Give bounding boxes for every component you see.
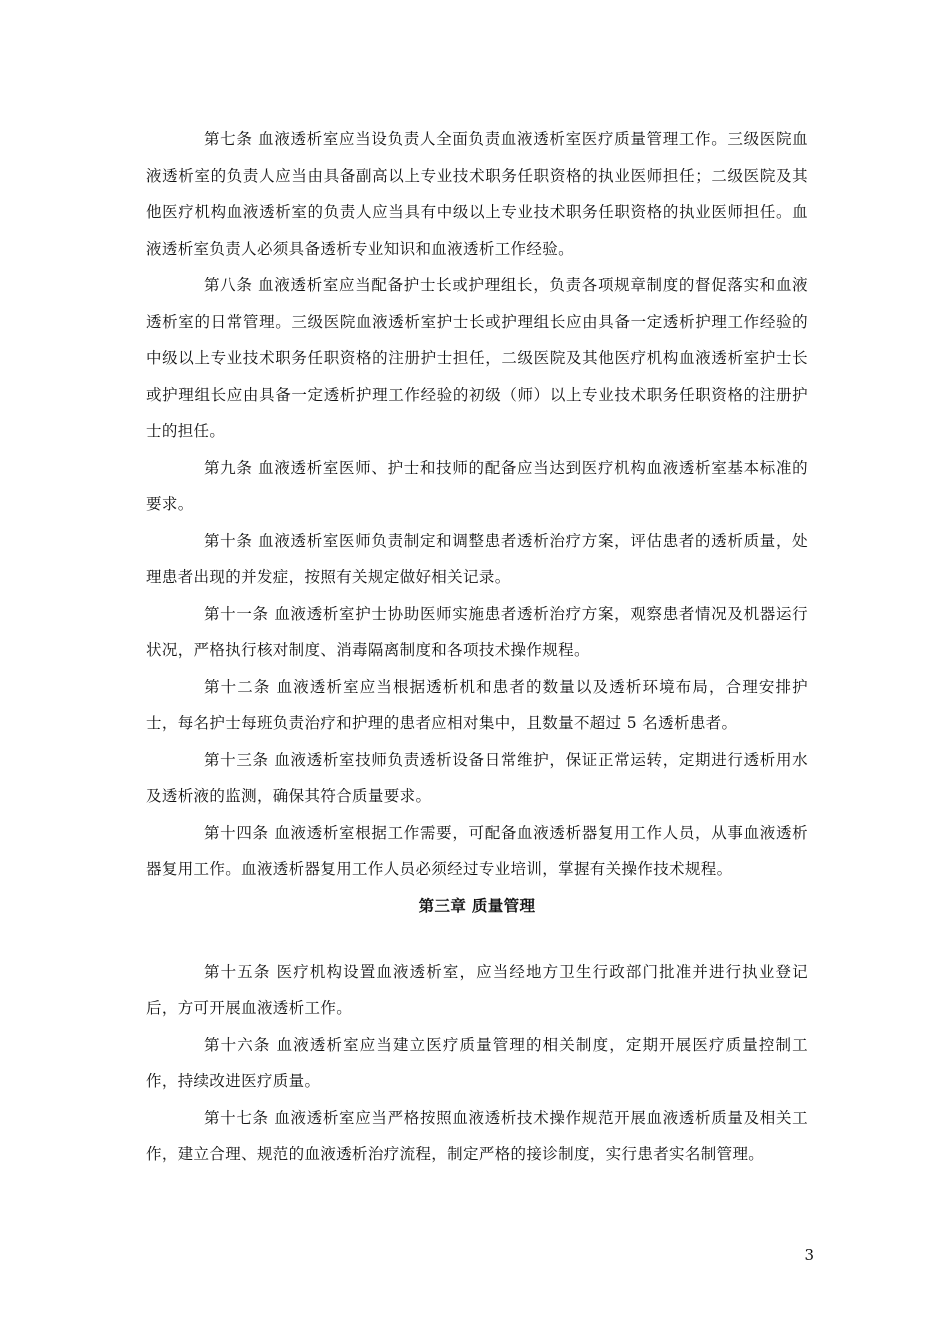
chapter-title: 第三章 质量管理 [418, 895, 536, 915]
article-10-paragraph: 第十条 血液透析室医师负责制定和调整患者透析治疗方案，评估患者的透析质量，处理患者出现的并发症，按照有关规定做好相关记录。 [146, 531, 808, 586]
article-12-paragraph: 第十二条 血液透析室应当根据透析机和患者的数量以及透析环境布局，合理安排护士，每名护士每班负责治疗和护理的患者应相对集中，且数量不超过 5 名透析患者。 [146, 677, 808, 732]
article-13-paragraph: 第十三条 血液透析室技师负责透析设备日常维护，保证正常运转，定期进行透析用水及透析液的监测，确保其符合质量要求。 [146, 750, 808, 805]
article-11-paragraph: 第十一条 血液透析室护士协助医师实施患者透析治疗方案，观察患者情况及机器运行状况，严格执行核对制度、消毒隔离制度和各项技术操作规程。 [146, 604, 808, 659]
article-8-paragraph: 第八条 血液透析室应当配备护士长或护理组长，负责各项规章制度的督促落实和血液透析室的日常管理。三级医院血液透析室护士长或护理组长应由具备一定透析护理工作经验的中级以上专业技术职务任职资格的注册护士担任，二级医院及其他医疗机构血液透析室护士长或护理组长应由具备一定透析护理工作经验的初级（师）以上专业技术职务任职资格的注册护士的担任。 [146, 276, 808, 440]
article-14-paragraph: 第十四条 血液透析室根据工作需要，可配备血液透析器复用工作人员，从事血液透析器复用工作。血液透析器复用工作人员必须经过专业培训，掌握有关操作技术规程。 [146, 823, 808, 878]
article-15-paragraph: 第十五条 医疗机构设置血液透析室，应当经地方卫生行政部门批准并进行执业登记后，方可开展血液透析工作。 [146, 962, 808, 1017]
article-17-paragraph: 第十七条 血液透析室应当严格按照血液透析技术操作规范开展血液透析质量及相关工作，建立合理、规范的血液透析治疗流程，制定严格的接诊制度，实行患者实名制管理。 [146, 1108, 808, 1163]
article-7-paragraph: 第七条 血液透析室应当设负责人全面负责血液透析室医疗质量管理工作。三级医院血液透析室的负责人应当由具备副高以上专业技术职务任职资格的执业医师担任；二级医院及其他医疗机构血液透析室的负责人应当具有中级以上专业技术职务任职资格的执业医师担任。血液透析室负责人必须具备透析专业知识和血液透析工作经验。 [146, 130, 808, 258]
chapter-spacing [146, 924, 808, 954]
page-number: 3 [804, 1246, 814, 1264]
article-16-paragraph: 第十六条 血液透析室应当建立医疗质量管理的相关制度，定期开展医疗质量控制工作，持续改进医疗质量。 [146, 1035, 808, 1090]
article-9-paragraph: 第九条 血液透析室医师、护士和技师的配备应当达到医疗机构血液透析室基本标准的要求。 [146, 458, 808, 513]
document-body [146, 121, 808, 1173]
